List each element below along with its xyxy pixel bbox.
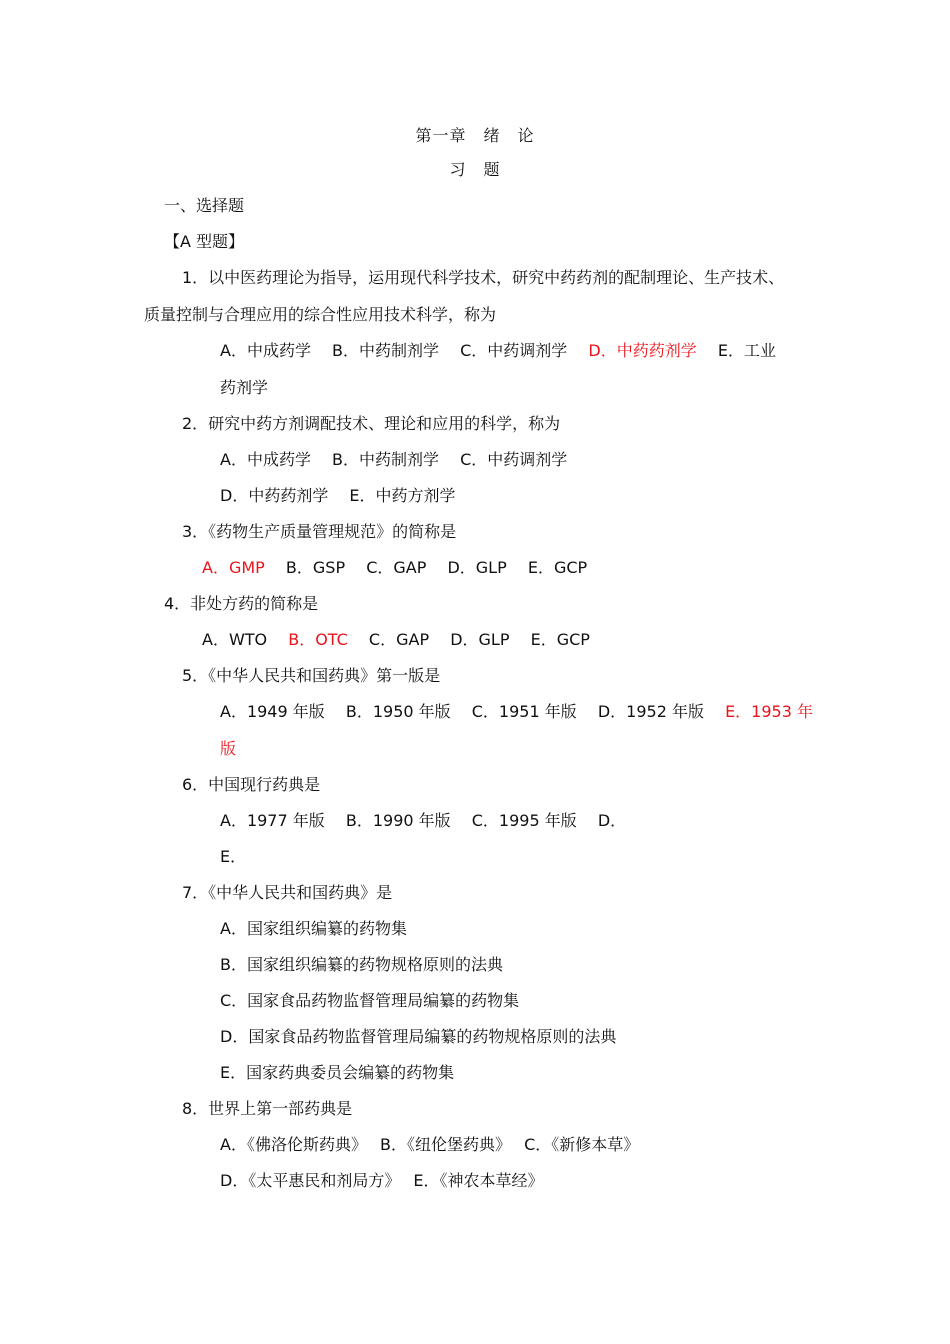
q1-option-b: B．中药制剂学: [332, 341, 440, 360]
q7-option-a: A．国家组织编纂的药物集: [220, 919, 407, 938]
q5-option-a: A．1949 年版: [220, 702, 325, 721]
q2-option-a: A．中成药学: [220, 450, 311, 469]
q2-option-b: B．中药制剂学: [332, 450, 440, 469]
q4-option-d: D．GLP: [450, 630, 510, 649]
q4-option-c: C．GAP: [368, 630, 430, 649]
q1-option-c: C．中药调剂学: [460, 341, 568, 360]
q7-option-c: C．国家食品药物监督管理局编纂的药物集: [220, 991, 520, 1010]
q4-option-a: A．WTO: [202, 630, 268, 649]
q1-option-a: A．中成药学: [220, 341, 311, 360]
q7-stem: 7．《中华人民共和国药典》是: [182, 883, 393, 902]
q5-option-c: C．1951 年版: [471, 702, 577, 721]
q3-stem: 3．《药物生产质量管理规范》的简称是: [182, 522, 457, 541]
q8-option-b: B．《纽伦堡药典》: [380, 1135, 504, 1154]
q5-option-d: D．1952 年版: [597, 702, 704, 721]
q3-option-e: E．GCP: [527, 558, 588, 577]
chapter-title: 第一章 绪 论: [415, 126, 535, 145]
q1-option-e: E．工业: [717, 341, 776, 360]
q2-option-e: E．中药方剂学: [349, 486, 456, 505]
section-heading: 一、选择题: [164, 196, 245, 215]
q2-options-row1: [220, 450, 567, 470]
q7-option-d: D．国家食品药物监督管理局编纂的药物规格原则的法典: [220, 1027, 617, 1046]
q6-option-a: A．1977 年版: [220, 811, 325, 830]
q2-options-row2: [220, 486, 456, 506]
q1-stem-line1: 1．以中医药理论为指导，运用现代科学技术，研究中药药剂的配制理论、生产技术、: [182, 268, 785, 287]
q5-option-e-answer: E．1953 年: [725, 702, 813, 721]
q6-option-b: B．1990 年版: [345, 811, 451, 830]
q1-stem-line2: 质量控制与合理应用的综合性应用技术科学，称为: [144, 305, 497, 324]
q2-option-d: D．中药药剂学: [220, 486, 329, 505]
q8-option-a: A．《佛洛伦斯药典》: [220, 1135, 359, 1154]
q8-option-c: C．《新修本草》: [524, 1135, 640, 1154]
q3-option-d: D．GLP: [447, 558, 507, 577]
q6-option-d: D．: [597, 811, 627, 830]
q5-stem: 5．《中华人民共和国药典》第一版是: [182, 666, 441, 685]
q6-option-e: E．: [220, 847, 247, 866]
q2-stem: 2．研究中药方剂调配技术、理论和应用的科学，称为: [182, 414, 561, 433]
exercise-subtitle: 习 题: [449, 160, 501, 179]
q2-option-c: C．中药调剂学: [460, 450, 568, 469]
q3-option-b: B．GSP: [285, 558, 346, 577]
q6-stem: 6．中国现行药典是: [182, 775, 321, 794]
q4-option-e: E．GCP: [530, 630, 590, 649]
q3-option-a-answer: A．GMP: [202, 558, 265, 577]
q1-option-e-continued: 药剂学: [220, 378, 269, 397]
q8-option-e: E．《神农本草经》: [413, 1171, 544, 1190]
q4-option-b-answer: B．OTC: [288, 630, 348, 649]
q1-option-d-answer: D．中药药剂学: [588, 341, 697, 360]
q7-option-e: E．国家药典委员会编纂的药物集: [220, 1063, 455, 1082]
q3-options: [202, 558, 587, 578]
q5-options: [220, 702, 813, 722]
q6-option-c: C．1995 年版: [471, 811, 577, 830]
q8-options-row2: [220, 1171, 544, 1191]
q5-option-b: B．1950 年版: [345, 702, 451, 721]
q4-options: [202, 630, 590, 650]
question-type-label: 【A 型题】: [164, 232, 245, 251]
q8-option-d: D．《太平惠民和剂局方》: [220, 1171, 393, 1190]
q7-option-b: B．国家组织编纂的药物规格原则的法典: [220, 955, 503, 974]
q6-options: [220, 811, 626, 831]
q8-stem: 8．世界上第一部药典是: [182, 1099, 353, 1118]
q4-stem: 4．非处方药的简称是: [164, 594, 319, 613]
q1-options: [220, 341, 776, 361]
q3-option-c: C．GAP: [366, 558, 427, 577]
q5-option-e-continued: 版: [220, 739, 237, 758]
q8-options-row1: [220, 1135, 639, 1155]
